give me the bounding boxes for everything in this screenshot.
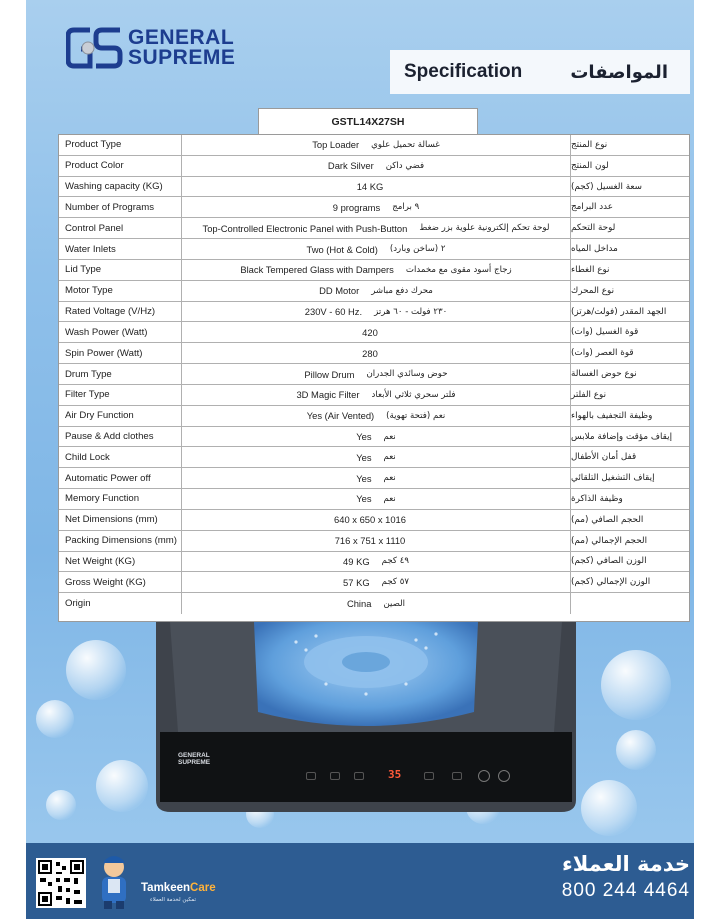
spec-sheet [26,0,694,919]
bubble-decoration [601,650,671,720]
spec-label-ar: لون المنتج [570,156,689,176]
table-row [59,468,689,489]
spec-label-en: Rated Voltage (V/Hz) [59,302,182,322]
panel-button[interactable] [306,772,316,780]
spec-label-ar: عدد البرامج [570,197,689,217]
spec-value-ar: ٩ برامج [392,202,420,213]
table-row [59,135,689,156]
panel-button[interactable] [452,772,462,780]
bubble-decoration [96,760,148,812]
spec-value [182,406,570,426]
spec-value-en: Black Tempered Glass with Dampers [240,264,394,276]
spec-value [182,510,570,530]
spec-value-en: Yes [356,493,372,505]
spec-value-en: 640 x 650 x 1016 [334,514,406,526]
spec-value-en: 9 programs [332,201,381,213]
spec-label-ar: نوع حوض الغسالة [570,364,689,384]
tamkeen-care-logo [141,882,216,894]
spec-value-ar: زجاج أسود مقوى مع مخمدات [405,264,512,275]
spec-label-ar: إيقاف مؤقت وإضافة ملابس [570,427,689,447]
spec-value [182,156,570,176]
spec-title-ar: المواصفات [570,61,668,83]
spec-value-ar: محرك دفع مباشر [371,285,433,296]
spec-label-ar: قفل أمان الأطفال [570,447,689,467]
spec-value-en: Dark Silver [327,160,374,172]
panel-button[interactable] [424,772,434,780]
spec-value [182,572,570,592]
spec-value-en: DD Motor [319,285,360,297]
spec-value-ar: ٤٩ كجم [381,556,409,567]
spec-value-ar: نعم [383,473,396,484]
spec-value-ar: نعم (فتحة تهوية) [386,410,446,421]
panel-button[interactable] [354,772,364,780]
table-row [59,364,689,385]
panel-brand-line2: SUPREME [178,759,211,766]
spec-value-en: 14 KG [356,181,384,193]
spec-label-ar: قوة العصر (وات) [570,343,689,363]
customer-service-label: خدمة العملاء [561,852,690,876]
spec-title-en: Specification [404,61,523,82]
table-row [59,177,689,198]
spec-value-en: 716 x 751 x 1110 [334,535,406,547]
spec-value [182,177,570,197]
spec-value [182,531,570,551]
spec-label-en: Gross Weight (KG) [59,572,182,592]
tamkeen-word: Tamkeen [141,882,191,894]
table-row [59,406,689,427]
spec-label-en: Control Panel [59,218,182,238]
model-number: GSTL14X27SH [258,108,478,134]
table-row [59,427,689,448]
spec-value-en: 280 [362,347,378,359]
customer-service-phone[interactable]: 800 244 4464 [561,880,690,901]
table-row [59,197,689,218]
spec-value-ar: فضي داكن [385,160,425,171]
brand-line1: GENERAL [128,26,235,49]
brand-line2: SUPREME [128,46,236,69]
tamkeen-subtitle: تمكين لخدمة العملاء [150,897,197,903]
spec-value-en: 57 KG [343,576,370,588]
spec-label-ar: الوزن الإجمالي (كجم) [570,572,689,592]
logo-mark-icon [66,26,124,70]
care-word: Care [190,882,216,894]
spec-value [182,364,570,384]
spec-value-en: 49 KG [343,555,370,567]
spec-value-en: Yes [356,451,372,463]
spec-label-en: Motor Type [59,281,182,301]
table-row [59,489,689,510]
spec-value-ar: لوحة تحكم إلكترونية علوية بزر ضغط [419,223,550,234]
panel-brand-line1: GENERAL [178,752,210,759]
spec-value-ar: ٥٧ كجم [381,577,409,588]
spec-value-ar: نعم [383,431,396,442]
spec-label-ar [570,593,689,614]
spec-label-en: Memory Function [59,489,182,509]
spec-value-en: 3D Magic Filter [296,389,360,401]
spec-value-ar: الصين [383,598,406,609]
qr-code-icon[interactable] [36,858,86,908]
spec-label-ar: وظيفة التجفيف بالهواء [570,406,689,426]
spec-label-en: Automatic Power off [59,468,182,488]
spec-label-en: Net Dimensions (mm) [59,510,182,530]
table-row [59,552,689,573]
spec-label-en: Product Color [59,156,182,176]
spec-label-en: Origin [59,593,182,614]
spec-label-ar: الحجم الإجمالي (مم) [570,531,689,551]
spec-value-en: 230V - 60 Hz. [304,306,363,318]
spec-value [182,197,570,217]
spec-label-en: Drum Type [59,364,182,384]
spec-label-en: Child Lock [59,447,182,467]
table-row [59,531,689,552]
spec-value-en: Two (Hot & Cold) [306,243,378,255]
spec-label-en: Air Dry Function [59,406,182,426]
table-row [59,281,689,302]
spec-label-ar: سعة الغسيل (كجم) [570,177,689,197]
spec-value [182,447,570,467]
spec-label-en: Net Weight (KG) [59,552,182,572]
power-icon[interactable] [498,770,510,782]
table-row [59,385,689,406]
spec-value-ar: نعم [383,493,396,504]
spec-value [182,489,570,509]
spec-label-ar: الوزن الصافي (كجم) [570,552,689,572]
spec-value-en: Top Loader [312,139,360,151]
spec-value [182,322,570,342]
spec-value [182,239,570,259]
table-row [59,447,689,468]
spec-value [182,552,570,572]
table-row [59,572,689,593]
spec-value-ar: غسالة تحميل علوي [371,139,440,150]
spec-value-en: Top-Controlled Electronic Panel with Push-Button [202,222,408,234]
spec-label-ar: إيقاف التشغيل التلقائي [570,468,689,488]
spec-value [182,302,570,322]
spec-label-ar: وظيفة الذاكرة [570,489,689,509]
spec-header [390,50,690,94]
spec-label-en: Water Inlets [59,239,182,259]
table-row [59,239,689,260]
spec-label-en: Washing capacity (KG) [59,177,182,197]
table-row [59,593,689,614]
table-row [59,218,689,239]
spec-value-en: Yes [356,431,372,442]
brand-logo [66,22,235,74]
spec-label-ar: قوة الغسيل (وات) [570,322,689,342]
bubble-decoration [66,640,126,700]
spec-value-ar: حوض وسائدي الجدران [366,369,448,380]
panel-display: 35 [388,768,402,781]
spec-value-en: China [346,598,372,610]
spec-value-ar: ٢٣٠ فولت - ٦٠ هرتز [374,306,448,317]
spec-label-en: Lid Type [59,260,182,280]
spec-label-en: Pause & Add clothes [59,427,182,447]
spec-value [182,135,570,155]
spec-value-en: Yes [356,472,372,484]
spec-label-en: Product Type [59,135,182,155]
panel-button[interactable] [330,772,340,780]
mascot-icon [92,851,136,911]
spec-value [182,427,570,447]
spec-label-en: Number of Programs [59,197,182,217]
spec-label-ar: نوع الغطاء [570,260,689,280]
table-row [59,302,689,323]
spec-value [182,260,570,280]
spec-label-ar: مداخل المياه [570,239,689,259]
bubble-decoration [36,700,74,738]
table-row [59,322,689,343]
spec-value-ar: ٢ (ساخن وبارد) [389,244,446,255]
spec-value-en: 420 [362,326,378,338]
spec-value [182,593,570,614]
spec-label-en: Spin Power (Watt) [59,343,182,363]
table-row [59,260,689,281]
bubble-decoration [616,730,656,770]
bubble-decoration [46,790,76,820]
spec-label-ar: الحجم الصافي (مم) [570,510,689,530]
spec-value-ar: نعم [383,452,396,463]
table-row [59,156,689,177]
bubble-decoration [581,780,637,836]
spec-value [182,468,570,488]
spec-label-ar: الجهد المقدر (فولت/هرتز) [570,302,689,322]
spec-label-en: Packing Dimensions (mm) [59,531,182,551]
spec-value [182,385,570,405]
spec-label-ar: نوع المنتج [570,135,689,155]
spec-label-ar: نوع الفلتر [570,385,689,405]
panel-buttons [306,770,546,788]
table-row [59,343,689,364]
spec-value [182,218,570,238]
spec-table [58,134,690,622]
spec-value [182,281,570,301]
control-panel [166,738,566,802]
play-pause-icon[interactable] [478,770,490,782]
spec-value-en: Pillow Drum [304,368,355,380]
spec-label-en: Filter Type [59,385,182,405]
table-row [59,510,689,531]
spec-value-en: Yes (Air Vented) [306,410,375,422]
spec-label-ar: لوحة التحكم [570,218,689,238]
spec-label-ar: نوع المحرك [570,281,689,301]
spec-value [182,343,570,363]
spec-value-ar: فلتر سحري ثلاثي الأبعاد [371,389,456,400]
spec-label-en: Wash Power (Watt) [59,322,182,342]
